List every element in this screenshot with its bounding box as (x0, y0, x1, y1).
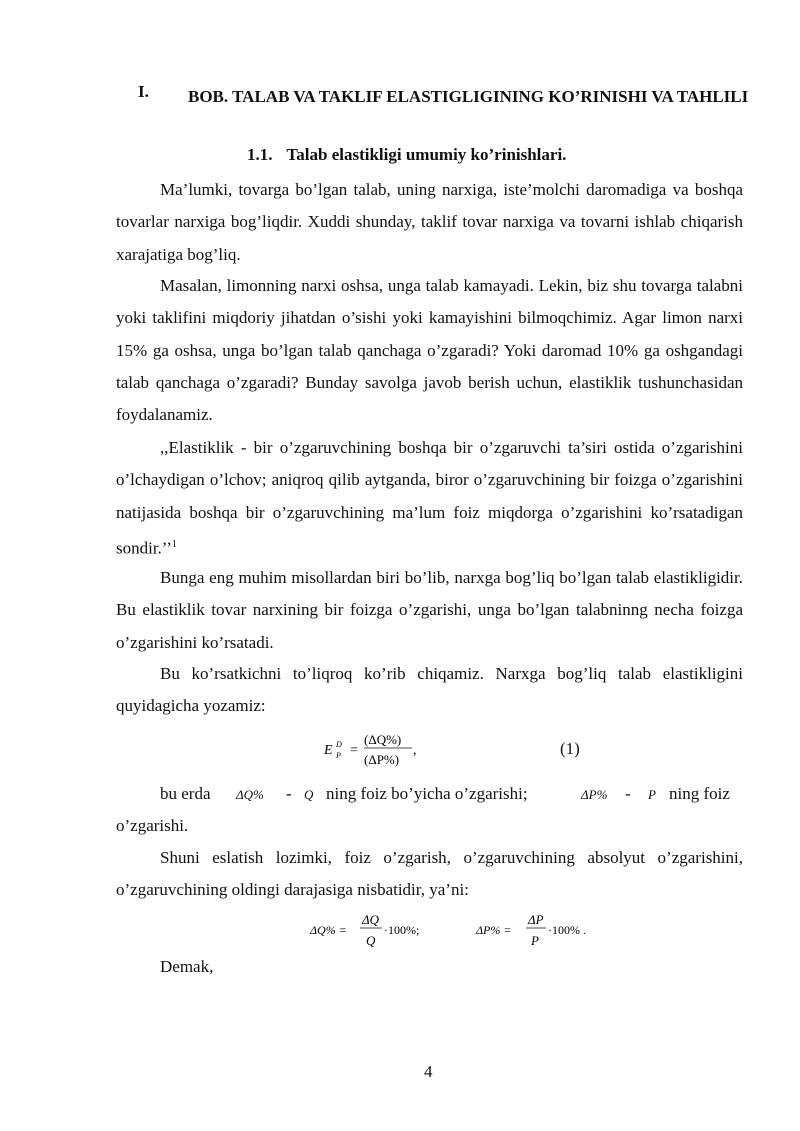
formula-denominator: (ΔP%) (364, 752, 400, 767)
svg-text:,: , (413, 743, 417, 758)
paragraph-1: Ma’lumki, tovarga bo’lgan talab, uning narxiga, iste’molchi daromadiga va boshqa tovarlar narxiga bog’liqdir. Xuddi shunday, taklif tovar narxiga va tovarni ishlab chiqarish xarajatiga bog’liq. (116, 180, 743, 264)
section-title: Talab elastikligi umumiy ko’rinishlari. (286, 145, 567, 164)
svg-text:=: = (350, 743, 358, 758)
quote-text: ,,Elastiklik - bir o’zgaruvchining boshqa bir o’zgaruvchi ta’siri ostida o’zgarishini o’lchaydigan o’lchov; aniqroq qilib aytganda, biror o’zgaruvchining bir foizga o’zgarishini natijasida boshqa bir o’zgaruvchining ma’lum foiz miqdorga o’zgarishini ko’rsatadigan sondir.’’ (116, 438, 743, 558)
formula-subscript: P (336, 751, 341, 760)
footnote-marker: 1 (171, 538, 177, 550)
page-number: 4 (424, 1062, 433, 1081)
paragraph-6: Shuni eslatish lozimki, foiz o’zgarish, o’zgaruvchining absolyut o’zgarishini, o’zgaruvchining oldingi darajasiga nisbatidir, ya’ni: (116, 848, 743, 900)
definition-continuation: o’zgarishi. (116, 816, 189, 835)
definition-p-text: ning foiz (669, 784, 730, 803)
delta-q-lhs: ΔQ% = (310, 923, 347, 937)
dash: - (625, 784, 631, 803)
paragraph-3 (116, 432, 743, 565)
delta-p-denominator: P (531, 933, 539, 948)
section-number: 1.1. (247, 145, 273, 164)
paragraph-2: Masalan, limonning narxi oshsa, unga talab kamayadi. Lekin, biz shu tovarga talabni yoki taklifini miqdoriy jihatdan o’sishi yoki kamayishini bilmoqchimiz. Agar limon narxi 15% ga oshsa, unga bo’lgan talab qanchaga o’zgaradi? Yoki daromad 10% ga oshgandagi talab qanchaga o’zgaradi? Bunday savolga javob berish uchun, elastiklik tushunchasidan foydalanamiz. (116, 276, 743, 425)
paragraph-4: Bunga eng muhim misollardan biri bo’lib, narxga bog’liq bo’lgan talab elastikligidir. Bu elastiklik tovar narxining bir foizga o’zgarishi, unga bo’lgan talabninng necha foizga o’zgarishini ko’rsatadi. (116, 568, 743, 652)
section-heading (247, 145, 566, 165)
dash: - (286, 784, 292, 803)
delta-q-symbol: ΔQ% (236, 787, 264, 802)
formula-lhs: E (324, 743, 333, 758)
q-symbol: Q (304, 787, 314, 802)
formula-superscript: D (336, 740, 342, 749)
percent-change-formulas (306, 908, 606, 952)
delta-p-lhs: ΔP% = (476, 923, 512, 937)
chapter-number: I. (138, 82, 149, 101)
delta-q-tail: ·100%; (384, 923, 420, 937)
p-symbol: P (648, 787, 656, 802)
chapter-title: BOB. TALAB VA TAKLIF ELASTIGLIGINING KO’RINISHI VA TAHLILI (188, 87, 749, 106)
formula-numerator: (ΔQ%) (364, 732, 402, 747)
delta-p-numerator: ΔP (528, 912, 544, 927)
delta-q-numerator: ΔQ (362, 912, 380, 927)
definition-word-here: bu erda (160, 784, 211, 803)
delta-p-tail: ·100% . (548, 923, 586, 937)
delta-q-denominator: Q (366, 933, 376, 948)
equation-number: (1) (560, 739, 580, 758)
paragraph-7: Demak, (160, 957, 214, 976)
delta-p-symbol: ΔP% (581, 787, 608, 802)
paragraph-5: Bu ko’rsatkichni to’liqroq ko’rib chiqamiz. Narxga bog’liq talab elastikligini quyidagicha yozamiz: (116, 664, 743, 716)
definition-q-text: ning foiz bo’yicha o’zgarishi; (326, 784, 528, 803)
